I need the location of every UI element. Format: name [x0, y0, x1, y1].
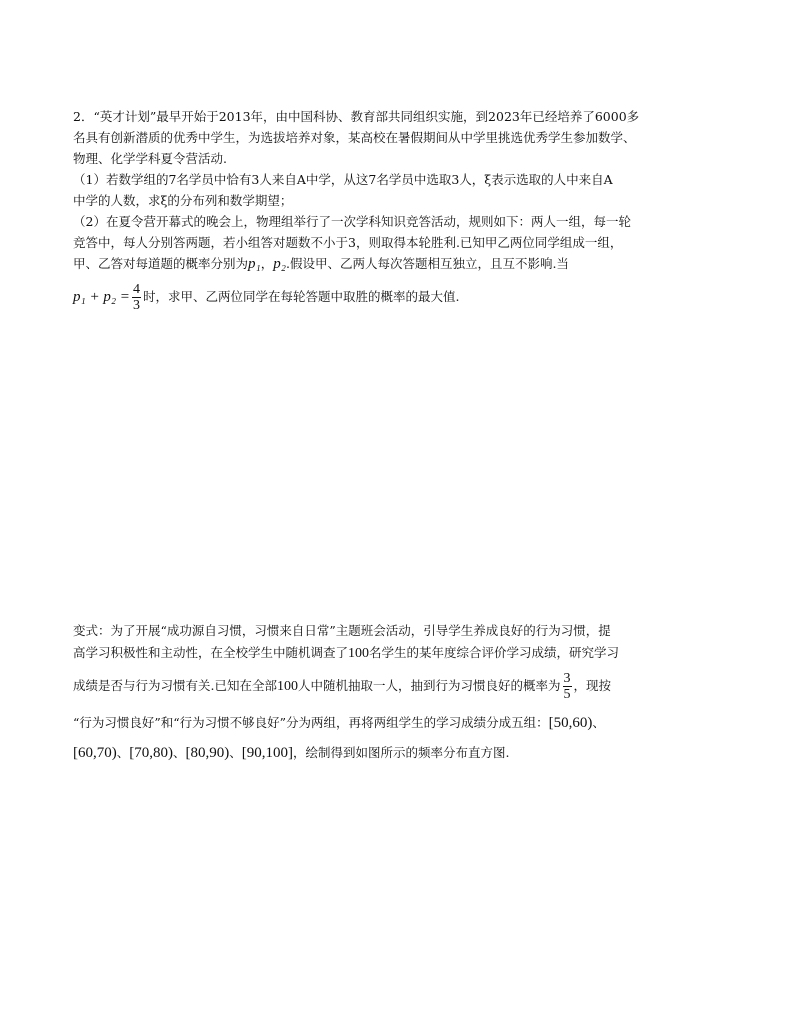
line-text: 成绩是否与行为习惯有关.已知在全部: [73, 678, 277, 693]
fraction-denominator: 5: [563, 687, 571, 702]
fraction-denominator: 3: [132, 298, 140, 313]
variant-line-2: [73, 642, 721, 664]
interval-60-70: [60,70): [73, 745, 117, 761]
line-text: .假设甲、乙两人每次答题相互独立，且互不影响.当: [285, 256, 569, 271]
equation-lhs: p₁ + p₂ =: [73, 289, 130, 305]
count-100: 100: [348, 646, 370, 661]
p1-symbol: p₁: [248, 256, 261, 272]
separator: 、: [229, 745, 242, 760]
line-text: 时，求甲、乙两位同学在每轮答题中取胜的概率的最大值.: [142, 289, 460, 304]
fraction-numerator: 4: [132, 282, 140, 297]
problem-2-part-2-line-2: 竞答中，每人分别答两题，若小组答对题数不小于3，则取得本轮胜利.已知甲乙两位同学组成一组，: [73, 235, 623, 250]
variant-line-1: 变式：为了开展“成功源自习惯，习惯来自日常”主题班会活动，引导学生养成良好的行为习惯，提: [73, 623, 611, 638]
separator: 、: [116, 745, 130, 760]
variant-line-4: [73, 708, 721, 738]
variant-line-5: [73, 738, 721, 768]
problem-2-part-2-line-4: [73, 277, 721, 317]
line-text: ，现按: [573, 678, 612, 693]
line-text: 高学习积极性和主动性，在全校学生中随机调查了: [73, 645, 349, 660]
count-100: 100: [276, 679, 298, 694]
problem-2-line-1: 2．“英才计划”最早开始于2013年，由中国科协、教育部共同组织实施，到2023年已经培养了6000多: [73, 109, 640, 124]
line-text: ，绘制得到如图所示的频率分布直方图.: [293, 745, 510, 760]
separator: 、: [592, 715, 605, 730]
fraction-numerator: 3: [563, 671, 571, 686]
line-text: 人中随机抽取一人，抽到行为习惯良好的概率为: [297, 678, 561, 693]
variant-problem: [73, 620, 721, 768]
variant-line-3: [73, 664, 721, 708]
problem-2-part-1-line-2: 中学的人数，求ξ的分布列和数学期望；: [73, 193, 293, 208]
line-text: “行为习惯良好”和“行为习惯不够良好”分为两组，再将两组学生的学习成绩分成五组：: [73, 715, 549, 730]
problem-2-line-3: 物理、化学学科夏令营活动.: [73, 151, 227, 166]
interval-50-60: [50,60): [548, 715, 593, 731]
interval-70-80: [70,80): [129, 745, 174, 761]
fraction-three-fifths: [563, 671, 572, 702]
problem-2-part-2-line-1: （2）在夏令营开幕式的晚会上，物理组举行了一次学科知识竞答活动，规则如下：两人一组，每一轮: [73, 214, 631, 229]
interval-80-90: [80,90): [185, 745, 230, 761]
interval-90-100: [90,100]: [241, 745, 294, 761]
p2-symbol: p₂: [273, 256, 286, 272]
separator: ，: [260, 256, 274, 271]
line-text: 甲、乙答对每道题的概率分别为: [73, 256, 249, 271]
problem-2: [73, 106, 721, 317]
fraction-four-thirds: [132, 282, 141, 313]
problem-2-line-2: 名具有创新潜质的优秀中学生，为选拔培养对象，某高校在暑假期间从中学里挑选优秀学生参加数学、: [73, 130, 636, 145]
problem-2-part-2-line-3: [73, 253, 721, 277]
separator: 、: [173, 745, 186, 760]
problem-2-part-1-line-1: （1）若数学组的7名学员中恰有3人来自A中学，从这7名学员中选取3人，ξ表示选取的人中来自A: [73, 172, 613, 187]
line-text: 名学生的某年度综合评价学习成绩，研究学习: [369, 645, 620, 660]
